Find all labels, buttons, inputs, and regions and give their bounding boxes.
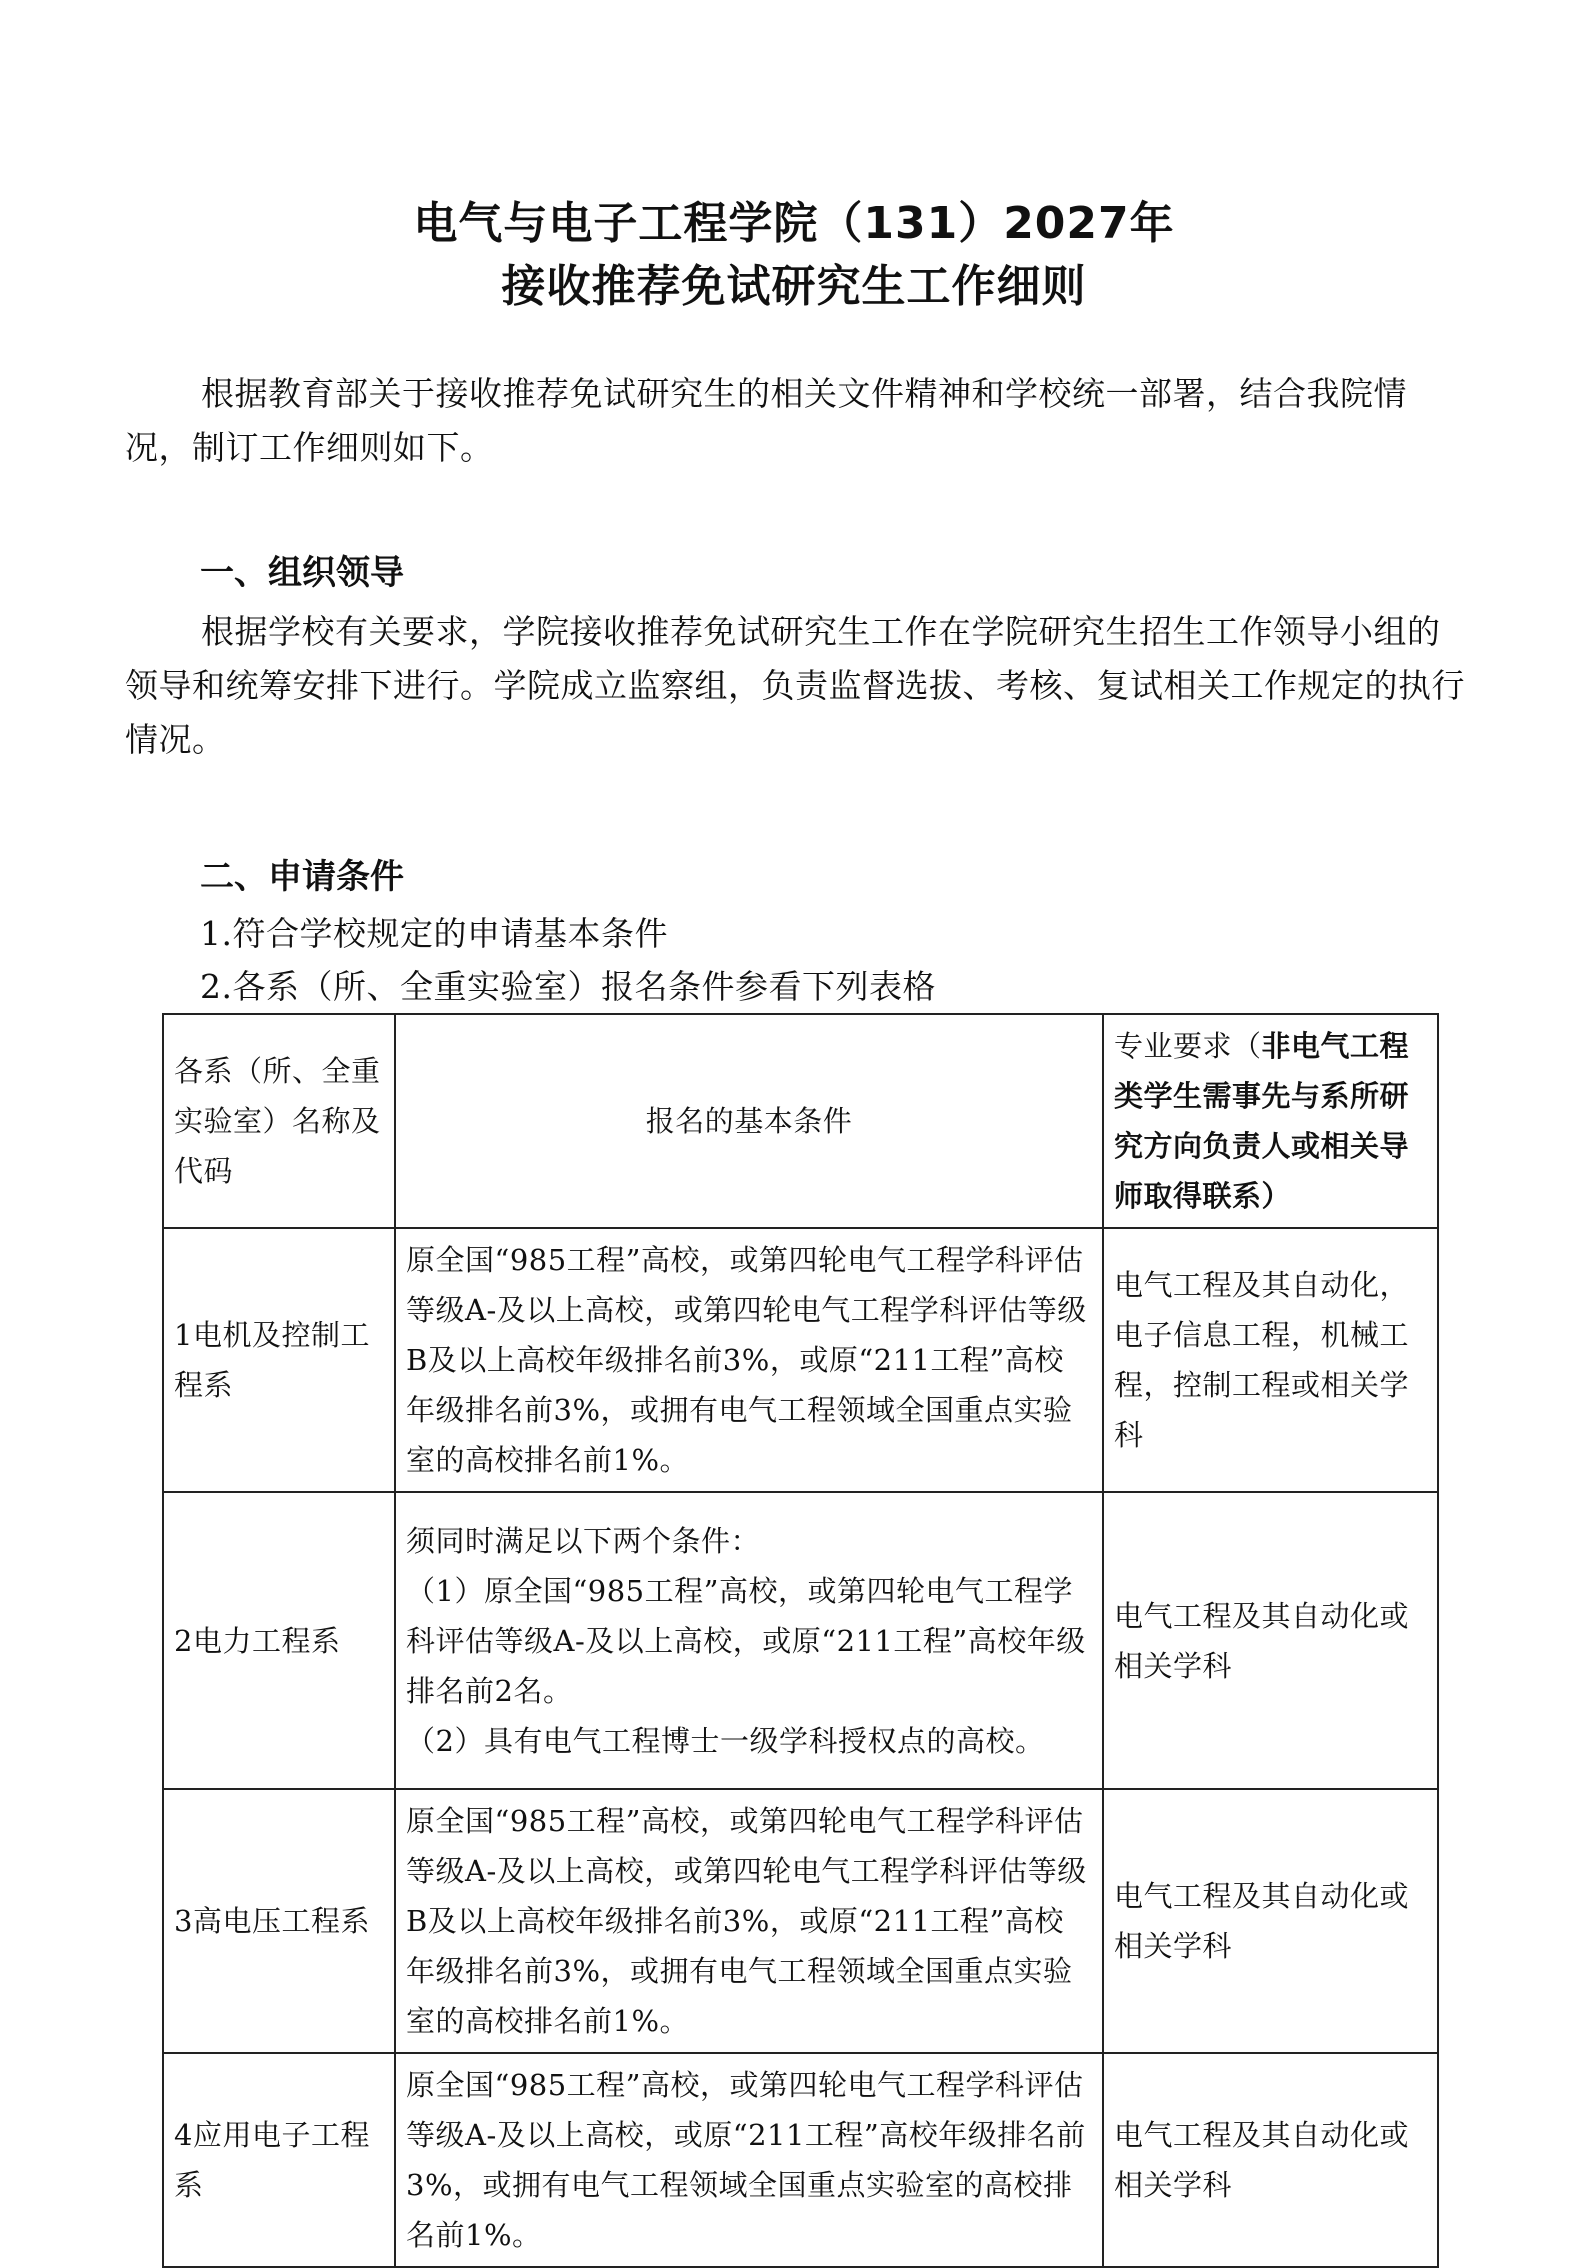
section2-item1: 1.符合学校规定的申请基本条件 xyxy=(200,914,668,953)
row-majors: 电气工程及其自动化，电子信息工程，机械工程，控制工程或相关学科 xyxy=(1103,1228,1438,1492)
header-majors-bold: 非电气工程类学生需事先与系所研究方向负责人或相关导师取得联系） xyxy=(1114,1029,1410,1213)
row-majors: 电气工程及其自动化或相关学科 xyxy=(1103,2053,1438,2267)
table-row xyxy=(163,1789,1438,2053)
section1-body: 根据学校有关要求，学院接收推荐免试研究生工作在学院研究生招生工作领导小组的领导和统筹安排下进行。学院成立监察组，负责监督选拔、考核、复试相关工作规定的执行情况。 xyxy=(125,612,1465,759)
table-row xyxy=(163,1492,1438,1789)
condition-line: （1）原全国“985工程”高校，或第四轮电气工程学科评估等级A-及以上高校，或原“211工程”高校年级排名前2名。 xyxy=(406,1573,1086,1708)
header-conditions: 报名的基本条件 xyxy=(395,1014,1103,1228)
row-dept: 3高电压工程系 xyxy=(163,1789,395,2053)
header-majors-plain: 专业要求（ xyxy=(1114,1029,1262,1063)
condition-line: 原全国“985工程”高校，或第四轮电气工程学科评估等级A-及以上高校，或原“211工程”高校年级排名前3%，或拥有电气工程领域全国重点实验室的高校排名前1%。 xyxy=(406,2068,1086,2252)
condition-line: 须同时满足以下两个条件： xyxy=(406,1523,761,1558)
section2-item2: 2.各系（所、全重实验室）报名条件参看下列表格 xyxy=(200,967,936,1006)
header-dept: 各系（所、全重实验室）名称及代码 xyxy=(163,1014,395,1228)
table-header-row xyxy=(163,1014,1438,1228)
table-row xyxy=(163,2053,1438,2267)
document-title-line2: 接收推荐免试研究生工作细则 xyxy=(501,261,1087,312)
row-dept: 2电力工程系 xyxy=(163,1492,395,1789)
condition-line: 原全国“985工程”高校，或第四轮电气工程学科评估等级A-及以上高校，或第四轮电气工程学科评估等级B及以上高校年级排名前3%，或原“211工程”高校年级排名前3%，或拥有电气工程领域全国重点实验室的高校排名前1%。 xyxy=(406,1804,1087,2038)
row-majors: 电气工程及其自动化或相关学科 xyxy=(1103,1789,1438,2053)
header-majors xyxy=(1103,1014,1438,1228)
row-dept: 1电机及控制工程系 xyxy=(163,1228,395,1492)
row-conditions xyxy=(395,1492,1103,1789)
section1-heading: 一、组织领导 xyxy=(200,553,404,593)
requirements-table xyxy=(162,1013,1439,2268)
document-title-line1: 电气与电子工程学院（131）2027年 xyxy=(413,198,1175,249)
row-conditions xyxy=(395,2053,1103,2267)
row-dept: 4应用电子工程系 xyxy=(163,2053,395,2267)
intro-paragraph: 根据教育部关于接收推荐免试研究生的相关文件精神和学校统一部署，结合我院情况，制订工作细则如下。 xyxy=(125,374,1407,467)
row-majors: 电气工程及其自动化或相关学科 xyxy=(1103,1492,1438,1789)
condition-line: （2）具有电气工程博士一级学科授权点的高校。 xyxy=(406,1723,1045,1758)
row-conditions xyxy=(395,1228,1103,1492)
row-conditions xyxy=(395,1789,1103,2053)
condition-line: 原全国“985工程”高校，或第四轮电气工程学科评估等级A-及以上高校，或第四轮电气工程学科评估等级B及以上高校年级排名前3%，或原“211工程”高校年级排名前3%，或拥有电气工程领域全国重点实验室的高校排名前1%。 xyxy=(406,1243,1087,1477)
section2-heading: 二、申请条件 xyxy=(200,857,404,897)
table-row xyxy=(163,1228,1438,1492)
